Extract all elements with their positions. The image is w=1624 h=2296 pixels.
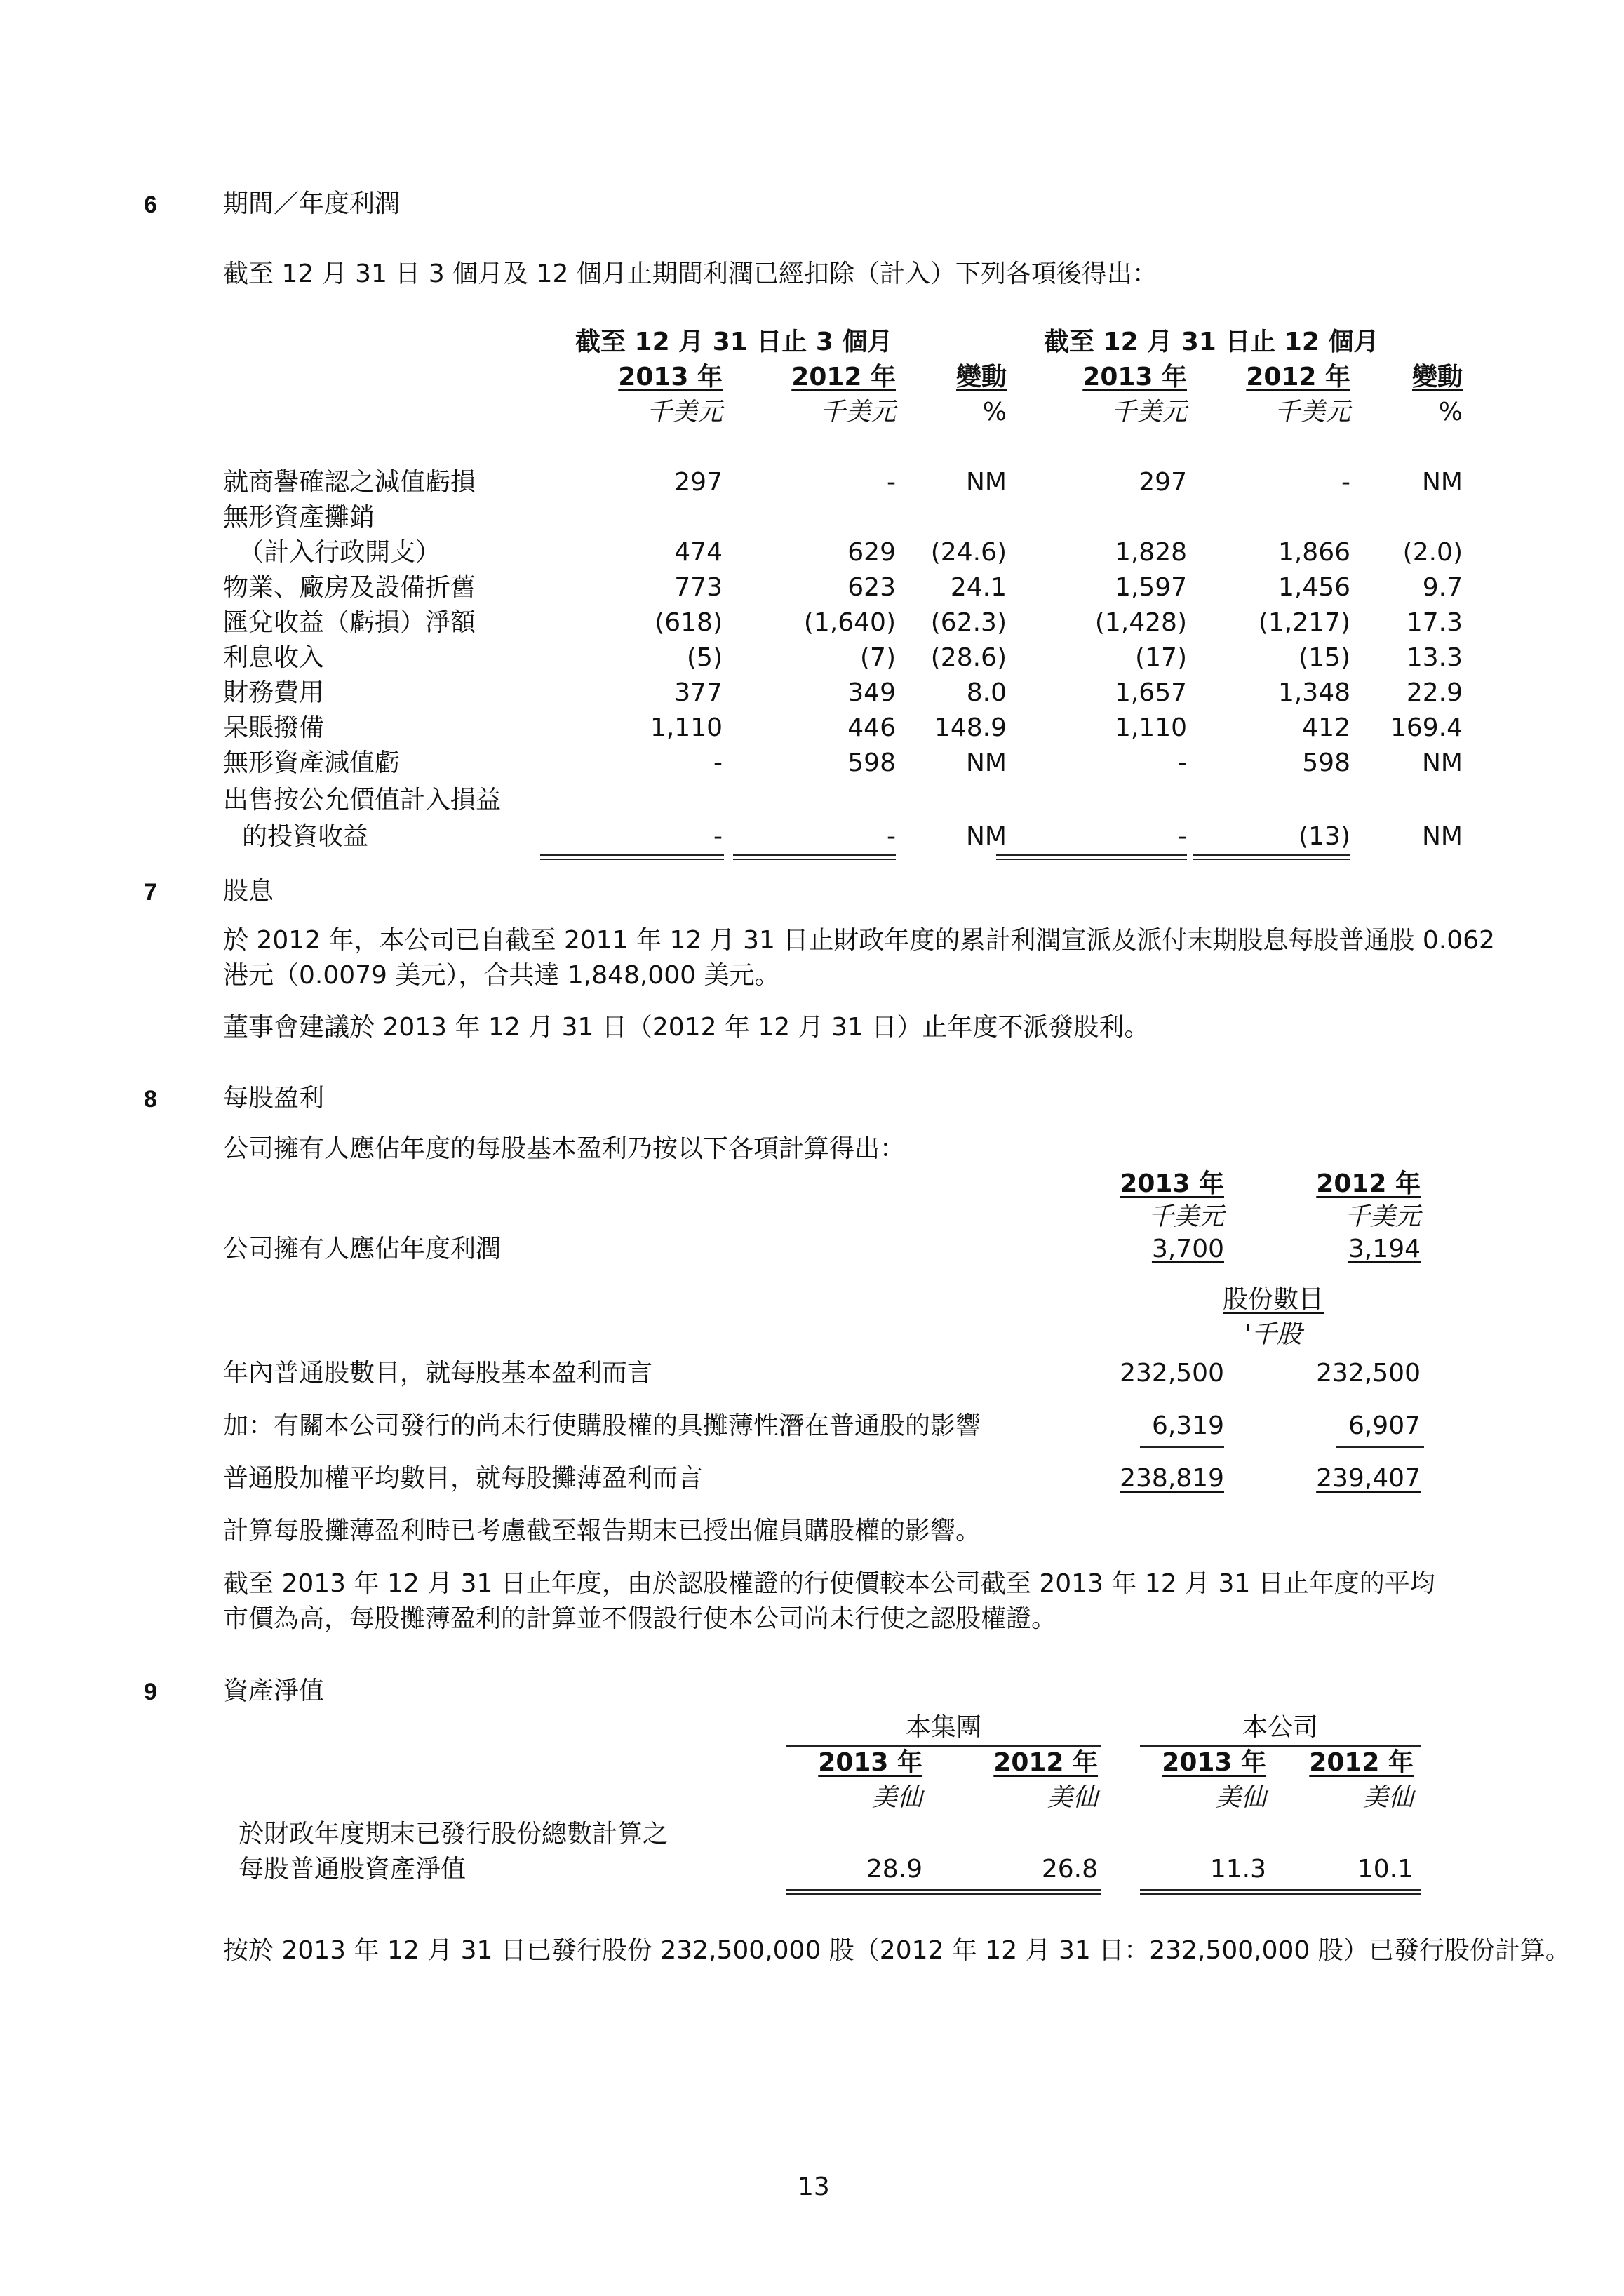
table-cell: (7): [860, 643, 896, 672]
eps-note-2-line2: 市價為高，每股攤薄盈利的計算並不假設行使本公司尚未行使之認股權證。: [223, 1604, 1057, 1633]
table-cell: 1,828: [1114, 538, 1187, 567]
table-cell: 1,110: [650, 713, 723, 742]
section-9-title: 資產淨值: [223, 1677, 325, 1705]
total-rule: [540, 854, 724, 860]
eps-profit-2013: 3,700: [1151, 1235, 1224, 1263]
table-cell: 629: [847, 538, 896, 567]
col-12m-change: 變動: [1411, 363, 1463, 391]
table-cell: 412: [1302, 713, 1350, 742]
nav-unit: 美仙: [1362, 1783, 1414, 1812]
table-row-label: 財務費用: [223, 678, 325, 707]
col-12m-2012: 2012 年: [1246, 363, 1350, 391]
table-cell: (62.3): [930, 608, 1007, 637]
table-cell: 773: [674, 573, 723, 602]
table-row-label: 的投資收益: [242, 822, 369, 851]
section-6-number: 6: [144, 192, 157, 218]
table-cell: 474: [674, 538, 723, 567]
shares-unit: '千股: [1244, 1320, 1302, 1349]
table-cell: 446: [847, 713, 896, 742]
eps-col-2012: 2012 年: [1316, 1169, 1421, 1198]
col-3m-change: 變動: [955, 363, 1007, 391]
nav-group-col-2013: 2013 年: [818, 1748, 922, 1777]
col-3m-2013: 2013 年: [618, 363, 723, 391]
unit-3m-2012: 千美元: [819, 398, 896, 427]
nav-unit: 美仙: [871, 1783, 922, 1812]
nav-company-header: 本公司: [1242, 1713, 1318, 1742]
table-cell: (1,217): [1258, 608, 1350, 637]
table-cell: 1,348: [1277, 678, 1350, 707]
shares-header: 股份數目: [1222, 1285, 1324, 1314]
table-row-label: 出售按公允價值計入損益: [223, 786, 502, 814]
table-cell: NM: [1422, 822, 1463, 851]
table-cell: -: [887, 822, 896, 851]
unit-3m-pct: %: [982, 398, 1007, 427]
table-cell: 377: [674, 678, 723, 707]
table-cell: (28.6): [930, 643, 1007, 672]
subtotal-rule: [1140, 1446, 1224, 1448]
table-cell: 8.0: [966, 678, 1007, 707]
table-cell: -: [887, 468, 896, 497]
table-cell: 13.3: [1406, 643, 1463, 672]
table-cell: 623: [847, 573, 896, 602]
table-cell: 6,907: [1348, 1411, 1421, 1440]
table-row-label: 匯兌收益（虧損）淨額: [223, 608, 476, 637]
table-cell: -: [713, 822, 723, 851]
table-cell: 26.8: [1041, 1855, 1098, 1884]
total-rule: [996, 854, 1187, 860]
table-row-label: 無形資產減值虧: [223, 748, 401, 777]
total-rule: [786, 1889, 1101, 1895]
table-cell: (15): [1298, 643, 1350, 672]
nav-group-col-2012: 2012 年: [993, 1748, 1098, 1777]
table-cell: (1,640): [803, 608, 896, 637]
table-row-label: 就商譽確認之減值虧損: [223, 468, 476, 497]
unit-3m-2013: 千美元: [646, 398, 723, 427]
table-cell: 232,500: [1316, 1359, 1421, 1388]
eps-unit-2013: 千美元: [1148, 1202, 1224, 1231]
table-row-label: （計入行政開支）: [239, 538, 441, 567]
section-8-number: 8: [144, 1086, 157, 1113]
table-cell: NM: [1422, 748, 1463, 777]
table-cell: -: [1341, 468, 1350, 497]
table-cell: 598: [847, 748, 896, 777]
table-cell: -: [1178, 748, 1187, 777]
table-cell: 6,319: [1151, 1411, 1224, 1440]
table-cell: 169.4: [1390, 713, 1463, 742]
eps-profit-2012: 3,194: [1348, 1235, 1421, 1263]
table-cell: 297: [1139, 468, 1187, 497]
table-row-label: 無形資產攤銷: [223, 503, 375, 532]
table-cell: 11.3: [1209, 1855, 1266, 1884]
section-8-title: 每股盈利: [223, 1084, 325, 1113]
table-cell: 1,597: [1114, 573, 1187, 602]
table-cell: (5): [687, 643, 723, 672]
table-cell: (13): [1298, 822, 1350, 851]
eps-col-2013: 2013 年: [1120, 1169, 1224, 1198]
eps-profit-label: 公司擁有人應佔年度利潤: [223, 1235, 502, 1263]
header-3-months: 截至 12 月 31 日止 3 個月: [575, 328, 893, 356]
table-cell: 1,456: [1277, 573, 1350, 602]
table-cell: 239,407: [1316, 1464, 1421, 1493]
unit-12m-2013: 千美元: [1110, 398, 1187, 427]
nav-company-col-2013: 2013 年: [1162, 1748, 1266, 1777]
table-row-label: 物業、廠房及設備折舊: [223, 573, 476, 602]
nav-row-label-line1: 於財政年度期末已發行股份總數計算之: [239, 1820, 669, 1848]
table-cell: (1,428): [1094, 608, 1187, 637]
total-rule: [1193, 854, 1350, 860]
table-cell: 598: [1302, 748, 1350, 777]
col-12m-2013: 2013 年: [1082, 363, 1187, 391]
table-cell: (618): [655, 608, 723, 637]
table-cell: 1,866: [1277, 538, 1350, 567]
dividend-proposal: 董事會建議於 2013 年 12 月 31 日（2012 年 12 月 31 日）止年度不派發股利。: [223, 1013, 1150, 1042]
table-cell: 297: [674, 468, 723, 497]
table-cell: -: [713, 748, 723, 777]
table-cell: 349: [847, 678, 896, 707]
table-cell: 24.1: [950, 573, 1007, 602]
nav-group-header: 本集團: [905, 1713, 981, 1742]
total-rule: [1140, 1889, 1421, 1895]
eps-unit-2012: 千美元: [1344, 1202, 1421, 1231]
table-cell: 28.9: [866, 1855, 922, 1884]
table-cell: -: [1178, 822, 1187, 851]
table-cell: (17): [1135, 643, 1187, 672]
table-row-label: 普通股加權平均數目，就每股攤薄盈利而言: [223, 1464, 704, 1493]
nav-row-label-line2: 每股普通股資產淨值: [239, 1855, 467, 1884]
table-row-label: 年內普通股數目，就每股基本盈利而言: [223, 1359, 653, 1388]
nav-unit: 美仙: [1215, 1783, 1266, 1812]
nav-company-col-2012: 2012 年: [1309, 1748, 1414, 1777]
eps-intro: 公司擁有人應佔年度的每股基本盈利乃按以下各項計算得出：: [223, 1134, 906, 1163]
section-7-title: 股息: [223, 877, 274, 906]
col-3m-2012: 2012 年: [791, 363, 896, 391]
table-cell: 22.9: [1406, 678, 1463, 707]
table-row-label: 呆賬撥備: [223, 713, 325, 742]
dividend-paragraph-line1: 於 2012 年，本公司已自截至 2011 年 12 月 31 日止財政年度的累計利潤宣派及派付末期股息每股普通股 0.062: [223, 926, 1495, 955]
section-6-intro: 截至 12 月 31 日 3 個月及 12 個月止期間利潤已經扣除（計入）下列各項後得出：: [223, 260, 1157, 288]
eps-note-1: 計算每股攤薄盈利時已考慮截至報告期末已授出僱員購股權的影響。: [223, 1517, 981, 1545]
table-cell: 1,110: [1114, 713, 1187, 742]
dividend-paragraph-line2: 港元（0.0079 美元），合共達 1,848,000 美元。: [223, 961, 780, 990]
table-cell: NM: [966, 468, 1007, 497]
section-6-title: 期間／年度利潤: [223, 189, 401, 218]
table-cell: (24.6): [930, 538, 1007, 567]
total-rule: [733, 854, 896, 860]
table-row-label: 利息收入: [223, 643, 325, 672]
unit-12m-2012: 千美元: [1274, 398, 1350, 427]
table-cell: 1,657: [1114, 678, 1187, 707]
table-cell: NM: [966, 822, 1007, 851]
header-12-months: 截至 12 月 31 日止 12 個月: [1044, 328, 1379, 356]
table-row-label: 加：有關本公司發行的尚未行使購股權的具攤薄性潛在普通股的影響: [223, 1411, 981, 1440]
table-cell: NM: [966, 748, 1007, 777]
subtotal-rule: [1336, 1446, 1424, 1448]
table-cell: 148.9: [934, 713, 1007, 742]
section-7-number: 7: [144, 879, 157, 906]
table-cell: 17.3: [1406, 608, 1463, 637]
table-cell: NM: [1422, 468, 1463, 497]
unit-12m-pct: %: [1438, 398, 1463, 427]
eps-note-2-line1: 截至 2013 年 12 月 31 日止年度，由於認股權證的行使價較本公司截至 2013 年 12 月 31 日止年度的平均: [223, 1569, 1435, 1598]
page-number: 13: [798, 2173, 830, 2201]
nav-unit: 美仙: [1047, 1783, 1098, 1812]
table-cell: 232,500: [1120, 1359, 1224, 1388]
table-cell: 238,819: [1120, 1464, 1224, 1493]
section-9-number: 9: [144, 1679, 157, 1705]
table-cell: 10.1: [1357, 1855, 1414, 1884]
table-cell: 9.7: [1422, 573, 1463, 602]
table-cell: (2.0): [1402, 538, 1463, 567]
nav-note: 按於 2013 年 12 月 31 日已發行股份 232,500,000 股（2012 年 12 月 31 日：232,500,000 股）已發行股份計算。: [223, 1936, 1571, 1965]
